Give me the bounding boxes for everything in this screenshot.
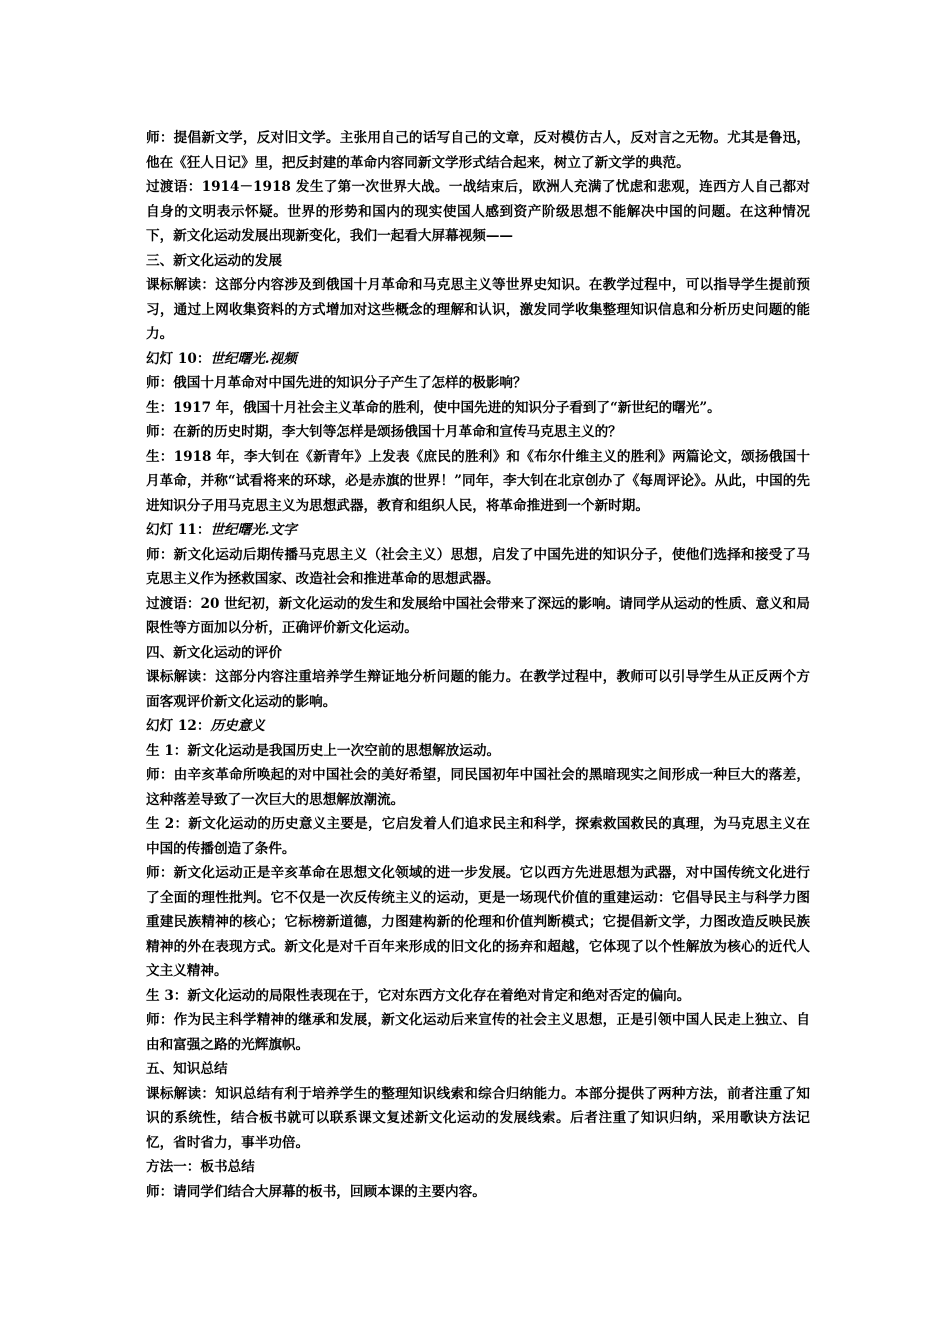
section-heading: 五、知识总结 bbox=[146, 1061, 228, 1077]
curriculum-note: 课标解读：这部分内容涉及到俄国十月革命和马克思主义等世界史知识。在教学过程中，可以指导学生提前预习，通过上网收集资料的方式增加对这些概念的理解和认识，激发同学收集整理知识信息和分析历史问题的能力。 bbox=[146, 277, 810, 342]
transition-paragraph: 过渡语：1914－1918 发生了第一次世界大战。一战结束后，欧洲人充满了忧虑和悲观，连西方人自己都对自身的文明表示怀疑。世界的形势和国内的现实使国人感到资产阶级思想不能解决中国的问题。在这种情况下，新文化运动发展出现新变化，我们一起看大屏幕视频—— bbox=[146, 179, 810, 244]
teacher-paragraph: 师：作为民主科学精神的继承和发展，新文化运动后来宣传的社会主义思想，正是引领中国人民走上独立、自由和富强之路的光辉旗帜。 bbox=[146, 1012, 810, 1053]
method-label: 方法一：板书总结 bbox=[146, 1159, 255, 1175]
slide-title: 世纪曙光.文字 bbox=[210, 522, 297, 538]
slide-title: 历史意义 bbox=[210, 718, 265, 734]
curriculum-note: 课标解读：知识总结有利于培养学生的整理知识线索和综合归纳能力。本部分提供了两种方法，前者注重了知识的系统性，结合板书就可以联系课文复述新文化运动的发展线索。后者注重了知识归纳，采用歌诀方法记忆，省时省力，事半功倍。 bbox=[146, 1085, 810, 1151]
section-heading: 四、新文化运动的评价 bbox=[146, 644, 282, 661]
teacher-paragraph: 师：新文化运动后期传播马克思主义（社会主义）思想，启发了中国先进的知识分子，使他们选择和接受了马克思主义作为拯救国家、改造社会和推进革命的思想武器。 bbox=[146, 546, 810, 587]
student-answer: 生 1：新文化运动是我国历史上一次空前的思想解放运动。 bbox=[146, 742, 501, 759]
section-heading: 三、新文化运动的发展 bbox=[146, 252, 282, 269]
slide-label: 幻灯 10：世纪曙光.视频 bbox=[146, 350, 297, 367]
teacher-question: 师：俄国十月革命对中国先进的知识分子产生了怎样的极影响？ bbox=[146, 375, 527, 391]
student-answer: 生 3：新文化运动的局限性表现在于，它对东西方文化存在着绝对肯定和绝对否定的偏向。 bbox=[146, 987, 691, 1004]
teacher-paragraph: 师：由辛亥革命所唤起的对中国社会的美好希望，同民国初年中国社会的黑暗现实之间形成一种巨大的落差，这种落差导致了一次巨大的思想解放潮流。 bbox=[146, 767, 810, 808]
teacher-paragraph: 师：新文化运动正是辛亥革命在思想文化领域的进一步发展。它以西方先进思想为武器，对中国传统文化进行了全面的理性批判。它不仅是一次反传统主义的运动，更是一场现代价值的重建运动：它倡导民主与科学力图重建民族精神的核心；它标榜新道德，力图建构新的伦理和价值判断模式；它提倡新文学，力图改造反映民族精神的外在表现方式。新文化是对千百年来形成的旧文化的扬弃和超越，它体现了以个性解放为核心的近代人文主义精神。 bbox=[146, 865, 810, 979]
curriculum-note: 课标解读：这部分内容注重培养学生辩证地分析问题的能力。在教学过程中，教师可以引导学生从正反两个方面客观评价新文化运动的影响。 bbox=[146, 669, 810, 710]
transition-paragraph: 过渡语：20 世纪初，新文化运动的发生和发展给中国社会带来了深远的影响。请同学从运动的性质、意义和局限性等方面加以分析，正确评价新文化运动。 bbox=[146, 595, 810, 636]
student-answer: 生：1917 年，俄国十月社会主义革命的胜利，使中国先进的知识分子看到了“新世纪的曙光”。 bbox=[146, 399, 721, 416]
slide-label: 幻灯 12：历史意义 bbox=[146, 718, 265, 734]
student-answer: 生：1918 年，李大钊在《新青年》上发表《庶民的胜利》和《布尔什维主义的胜利》两篇论文，颂扬俄国十月革命，并称“试看将来的环球，必是赤旗的世界！”同年，李大钊在北京创办了《每周评论》。从此，中国的先进知识分子用马克思主义为思想武器，教育和组织人民，将革命推进到一个新时期。 bbox=[146, 448, 810, 514]
slide-title: 世纪曙光.视频 bbox=[210, 350, 297, 367]
teacher-paragraph: 师：请同学们结合大屏幕的板书，回顾本课的主要内容。 bbox=[146, 1183, 486, 1200]
teacher-paragraph: 师：提倡新文学，反对旧文学。主张用自己的话写自己的文章，反对模仿古人，反对言之无物。尤其是鲁迅，他在《狂人日记》里，把反封建的革命内容同新文学形式结合起来，树立了新文学的典范。 bbox=[146, 130, 810, 171]
teacher-question: 师：在新的历史时期，李大钊等怎样是颂扬俄国十月革命和宣传马克思主义的？ bbox=[146, 424, 622, 440]
slide-label: 幻灯 11：世纪曙光.文字 bbox=[146, 522, 297, 538]
student-answer: 生 2：新文化运动的历史意义主要是，它启发着人们追求民主和科学，探索救国救民的真理，为马克思主义在中国的传播创造了条件。 bbox=[146, 816, 811, 857]
